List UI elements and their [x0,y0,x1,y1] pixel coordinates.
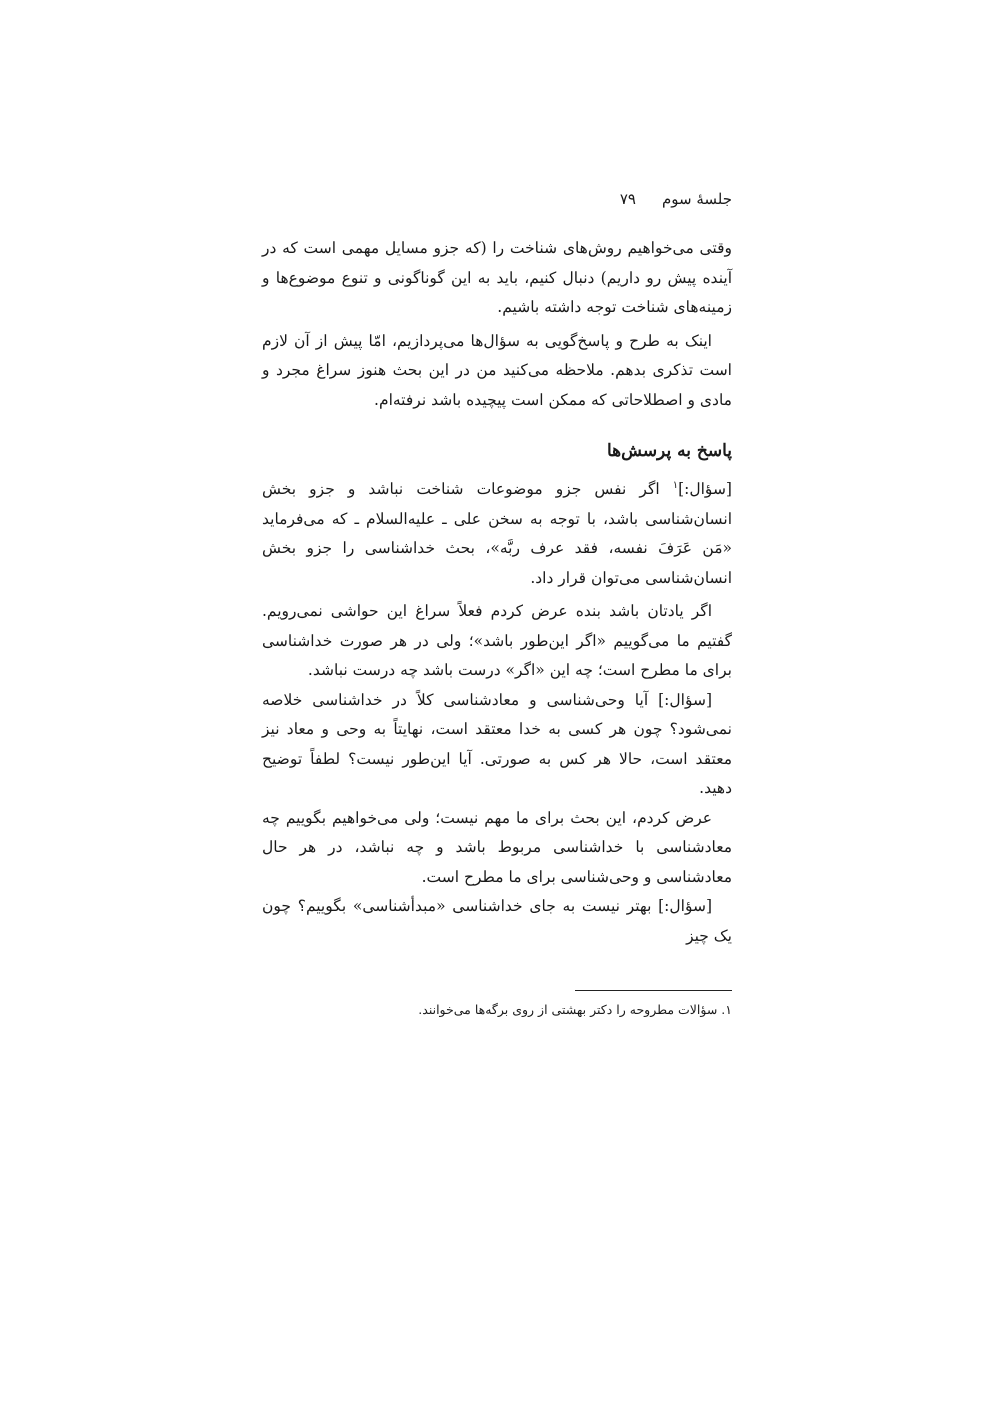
running-head [262,190,732,208]
page-number: ۷۹ [619,190,636,208]
answer-paragraph: عرض کردم، این بحث برای ما مهم نیست؛ ولی می‌خواهیم بگوییم چه معادشناسی با خداشناسی مربوط باشد و چه نباشد، در هر حال معادشناسی و وحی‌شناسی برای ما مطرح است. [262,808,732,886]
paragraph: وقتی می‌خواهیم روش‌های شناخت را (که جزو مسایل مهمی است که در آینده پیش رو داریم) دنبال کنیم، باید به این گوناگونی و تنوع موضوع‌ها و زمینه‌های شناخت توجه داشته باشیم. [262,239,732,316]
answer-paragraph: اگر یادتان باشد بنده عرض کردم فعلاً سراغ این حواشی نمی‌رویم. گفتیم ما می‌گوییم «اگر این‌طور باشد»؛ ولی در هر صورت خداشناسی برای ما مطرح است؛ چه این «اگر» درست باشد چه درست نباشد. [262,602,732,680]
chapter-title: جلسهٔ سوم [661,190,732,208]
question-paragraph: [سؤال:] بهتر نیست به جای خداشناسی «مبدأشناسی» بگوییم؟ چون یک چیز [262,897,732,945]
footnote-mark: ۱ [672,480,679,491]
paragraph: اینک به طرح و پاسخ‌گویی به سؤال‌ها می‌پردازیم، امّا پیش از آن لازم است تذکری بدهم. ملاحظه می‌کنید من در این بحث هنوز سراغ مجرد و مادی و اصطلاحاتی که ممکن است پیچیده باشد نرفته‌ام. [262,331,732,409]
footnote-rule [575,990,732,991]
section-heading: پاسخ به پرسش‌ها [607,441,732,461]
question-text: اگر نفس جزو موضوعات شناخت نباشد و جزو بخش انسان‌شناسی باشد، با توجه به سخن علی ـ علیه‌السلام ـ که می‌فرماید «مَن عَرَفَ نفسه، فقد عرف ربَّه»، بحث خداشناسی را جزو بخش انسان‌شناسی می‌توان قرار داد. [262,480,732,587]
body-text [262,234,732,951]
footnote: ۱. سؤالات مطروحه را دکتر بهشتی از روی برگه‌ها می‌خوانند. [418,1002,732,1017]
question-paragraph [262,471,732,593]
question-label: [سؤال:] [678,480,732,499]
question-paragraph: [سؤال:] آیا وحی‌شناسی و معادشناسی کلاً در خداشناسی خلاصه نمی‌شود؟ چون هر کسی به خدا معتقد است، نهایتاً به وحی و معاد نیز معتقد است، حالا هر کس به صورتی. آیا این‌طور نیست؟ لطفاً توضیح دهید. [262,690,732,798]
